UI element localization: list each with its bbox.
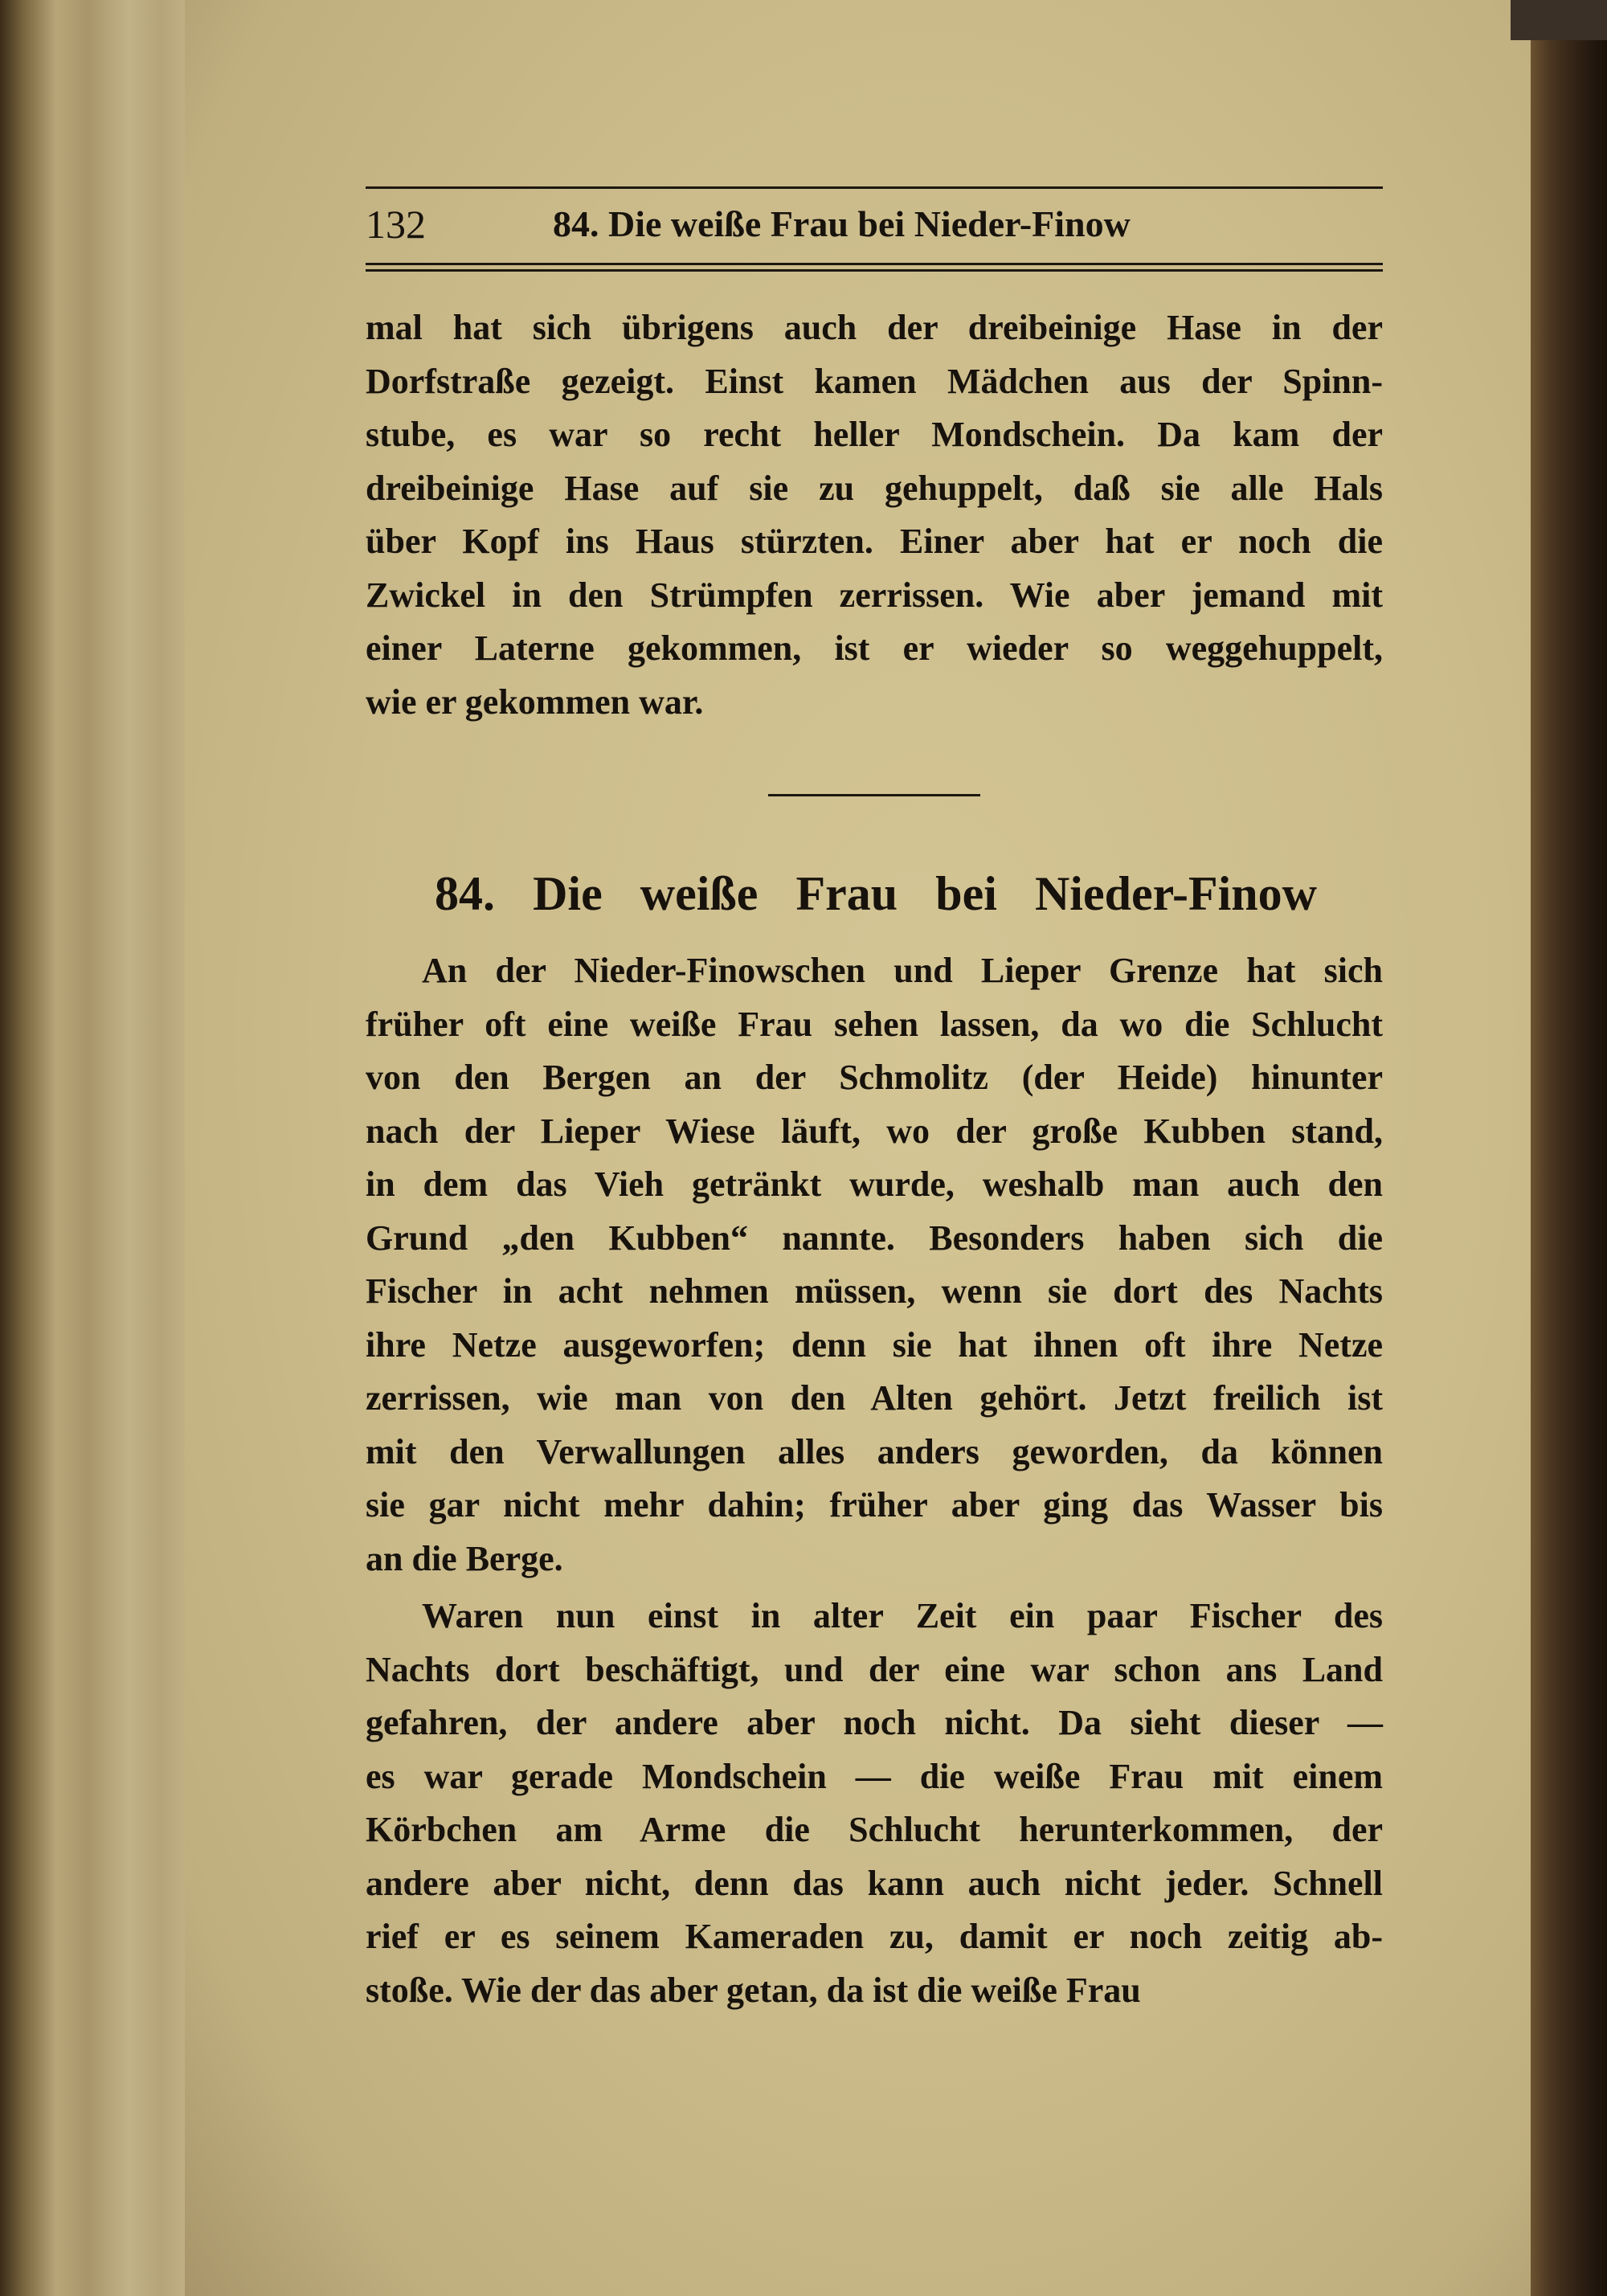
text-line: Nachts dort beschäftigt, und der eine war schon ans Land bbox=[366, 1649, 1383, 1689]
header-double-rule-top bbox=[366, 263, 1383, 265]
text-line: früher oft eine weiße Frau sehen lassen, da wo die Schlucht bbox=[366, 1004, 1383, 1044]
text-line: wie er gekommen war. bbox=[366, 681, 704, 722]
page-stack-edge bbox=[0, 0, 201, 2296]
page-number: 132 bbox=[366, 202, 426, 247]
section-heading: 84. Die weiße Frau bei Nieder-Finow bbox=[435, 867, 1317, 920]
text-line: in dem das Vieh getränkt wurde, weshalb man auch den bbox=[366, 1164, 1383, 1204]
text-line: rief er es seinem Kameraden zu, damit er noch zeitig ab- bbox=[366, 1917, 1383, 1956]
book-binding bbox=[1531, 32, 1607, 2296]
header-top-rule bbox=[366, 186, 1383, 189]
text-line: mal hat sich übrigens auch der dreibeinige Hase in der bbox=[366, 308, 1383, 347]
text-line: sie gar nicht mehr dahin; früher aber ging das Wasser bis bbox=[366, 1485, 1383, 1525]
text-line: von den Bergen an der Schmolitz (der Heide) hinunter bbox=[366, 1058, 1383, 1097]
text-line: dreibeinige Hase auf sie zu gehuppelt, daß sie alle Hals bbox=[366, 468, 1383, 508]
header-double-rule-bottom bbox=[366, 269, 1383, 272]
text-line: An der Nieder-Finowschen und Lieper Grenze hat sich bbox=[422, 951, 1383, 990]
text-line: einer Laterne gekommen, ist er wieder so weggehuppelt, bbox=[366, 628, 1383, 668]
text-line: nach der Lieper Wiese läuft, wo der große Kubben stand, bbox=[366, 1111, 1383, 1151]
text-line: Zwickel in den Strümpfen zerrissen. Wie aber jemand mit bbox=[366, 575, 1383, 615]
text-line: stoße. Wie der das aber getan, da ist die weiße Frau bbox=[366, 1970, 1141, 2010]
text-line: Körbchen am Arme die Schlucht herunterkommen, der bbox=[366, 1810, 1383, 1849]
text-line: zerrissen, wie man von den Alten gehört. Jetzt freilich ist bbox=[366, 1378, 1383, 1418]
scan-background bbox=[1511, 0, 1607, 40]
section-separator bbox=[768, 794, 980, 796]
text-line: Grund „den Kubben“ nannte. Besonders haben sich die bbox=[366, 1218, 1383, 1258]
text-line: Waren nun einst in alter Zeit ein paar Fischer des bbox=[422, 1596, 1383, 1635]
text-line: über Kopf ins Haus stürzten. Einer aber hat er noch die bbox=[366, 522, 1383, 561]
running-title: 84. Die weiße Frau bei Nieder-Finow bbox=[553, 203, 1131, 244]
text-line: gefahren, der andere aber noch nicht. Da sieht dieser — bbox=[366, 1703, 1383, 1742]
text-line: Dorfstraße gezeigt. Einst kamen Mädchen aus der Spinn- bbox=[366, 361, 1383, 401]
text-line: stube, es war so recht heller Mondschein. Da kam der bbox=[366, 415, 1383, 454]
text-line: an die Berge. bbox=[366, 1538, 563, 1578]
text-line: mit den Verwallungen alles anders geworden, da können bbox=[366, 1431, 1383, 1471]
text-line: Fischer in acht nehmen müssen, wenn sie dort des Nachts bbox=[366, 1271, 1383, 1311]
text-line: andere aber nicht, denn das kann auch nicht jeder. Schnell bbox=[366, 1863, 1383, 1903]
text-line: ihre Netze ausgeworfen; denn sie hat ihnen oft ihre Netze bbox=[366, 1324, 1383, 1365]
text-line: es war gerade Mondschein — die weiße Frau mit einem bbox=[366, 1756, 1383, 1796]
